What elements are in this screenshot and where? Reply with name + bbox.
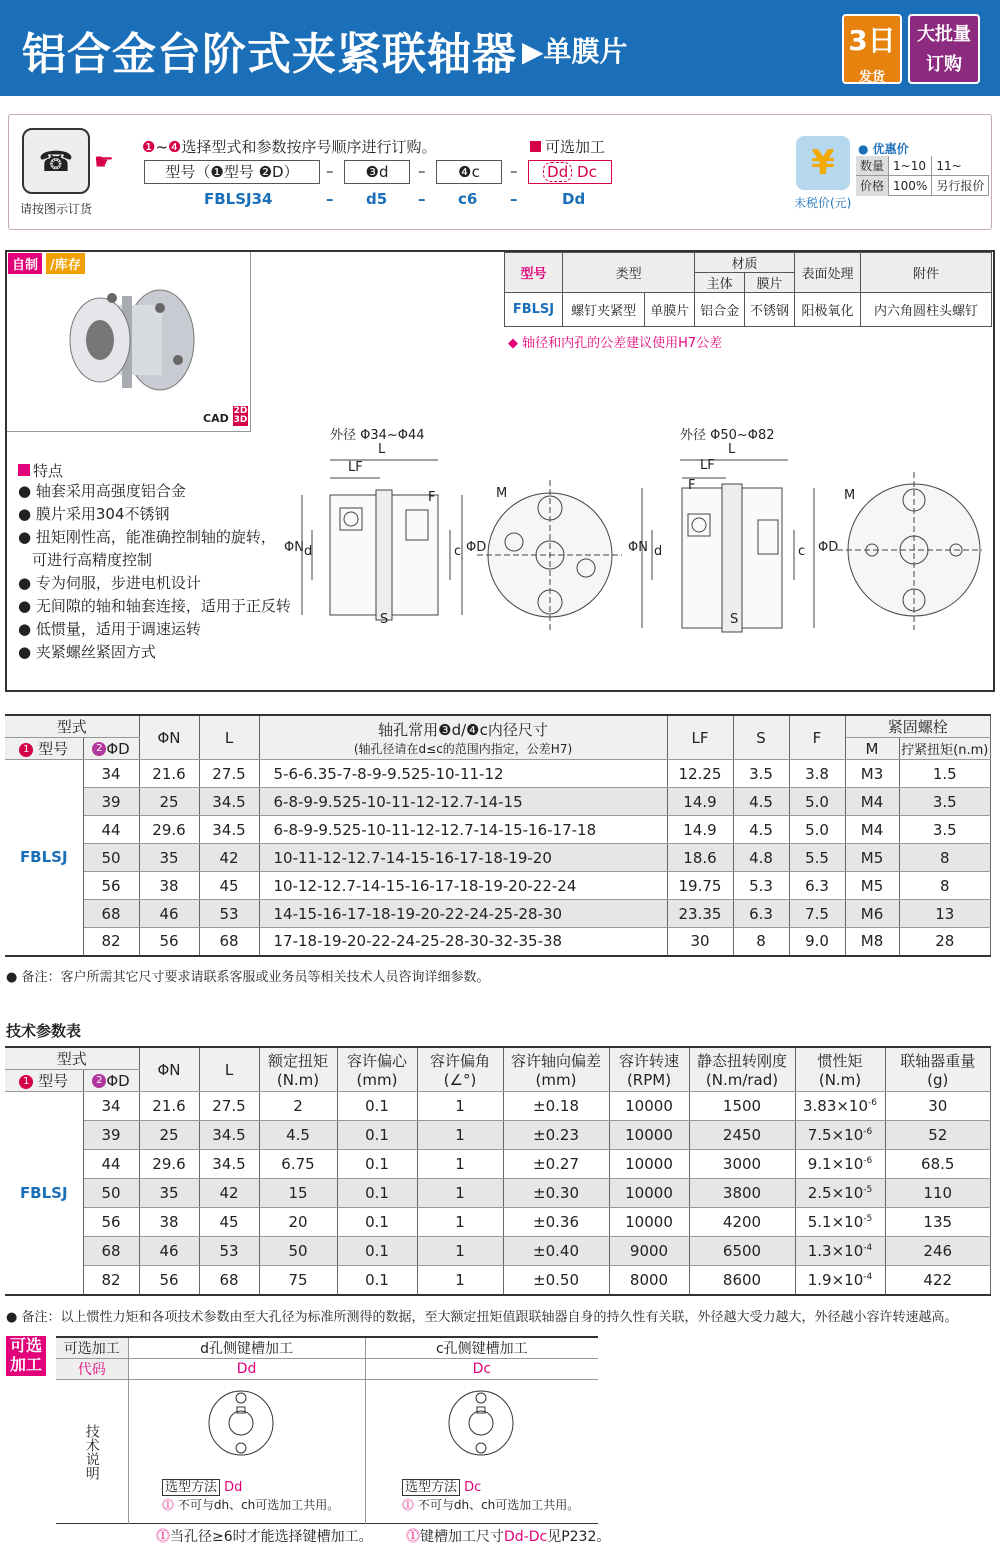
table-cell: 12.25 bbox=[667, 760, 733, 788]
table-cell: 34.5 bbox=[199, 1121, 259, 1150]
coupling-photo bbox=[60, 280, 200, 410]
tech-table: 型式 ΦN L 额定扭矩 (N.m) 容许偏心 (mm) 容许偏角 (∠°) 容许轴向偏差 (mm) 容许转速 (RPM) 静态扭转刚度 (N.m/rad) 惯性矩 (N.m) 联轴器重量 (g) 1 型号 2 ΦD FBLSJ 34 21.6 27.5 2 0.1 1 ±0.18 10000 1500 $3.83\times 10^{-6}$ 30 39 25 34.5 4.5 0.1 1 ±0.23 10000 2450 $7.5\times 10^{-6}$ 52 44 29.6 34.5 6.75 0.1 1 ±0.27 10000 3000 $9.1\times 10^{-6}$ 68.5 50 35 42 15 0.1 1 ±0.30 10000 3800 $2.5\times 10^{-5}$ 110 56 38 45 20 0.1 1 ±0.36 10000 4200 $5.1\times 10^{-5}$ 135 68 46 53 50 0.1 1 ±0.40 9000 6500 $1.3\times 10^{-4}$ 246 82 56 68 75 0.1 1 ±0.50 8000 8600 $1.9\times 10^{-4}$ 422 bbox=[5, 1046, 991, 1296]
table-cell: 53 bbox=[199, 1237, 259, 1266]
yen-icon: ¥ bbox=[796, 136, 850, 190]
table-cell: 110 bbox=[885, 1179, 991, 1208]
dim-N-left: ΦN bbox=[284, 540, 304, 555]
dash: – bbox=[418, 162, 426, 180]
table-cell: 46 bbox=[139, 1237, 199, 1266]
table-cell: 9000 bbox=[609, 1237, 689, 1266]
table-cell: 3.8 bbox=[789, 760, 845, 788]
dim-N-right: ΦN bbox=[628, 540, 648, 555]
table-cell: 4.8 bbox=[733, 844, 789, 872]
model-cell: FBLSJ bbox=[5, 760, 83, 956]
dim-L-right: L bbox=[728, 442, 736, 457]
table-cell: 21.6 bbox=[139, 760, 199, 788]
dash: – bbox=[326, 190, 334, 208]
keyway-d-diagram bbox=[206, 1388, 276, 1458]
table-cell: 6.3 bbox=[733, 900, 789, 928]
dash: – bbox=[326, 162, 334, 180]
table-cell: 42 bbox=[199, 1179, 259, 1208]
table-cell: 68 bbox=[199, 1266, 259, 1295]
dim-LF-right: LF bbox=[700, 458, 715, 473]
table-cell: M4 bbox=[845, 816, 899, 844]
discount-title: ● 优惠价 bbox=[858, 142, 909, 156]
table-cell: 68 bbox=[83, 1237, 139, 1266]
table-cell: 0.1 bbox=[337, 1266, 417, 1295]
table-cell: 35 bbox=[139, 844, 199, 872]
features-title: 特点 bbox=[18, 460, 63, 481]
table-cell: 8 bbox=[899, 844, 991, 872]
example-type: FBLSJ34 bbox=[204, 190, 273, 208]
table-cell: ±0.30 bbox=[503, 1179, 609, 1208]
table-cell: 3.5 bbox=[899, 788, 991, 816]
table-cell: 19.75 bbox=[667, 872, 733, 900]
table-cell: 30 bbox=[667, 928, 733, 956]
table-row bbox=[5, 1150, 991, 1179]
phone-24-icon: ☎ bbox=[22, 128, 90, 194]
table-cell: 39 bbox=[83, 1121, 139, 1150]
table-cell: 21.6 bbox=[139, 1092, 199, 1121]
footnote-1: ⓵当孔径≥6时才能选择键槽加工。 bbox=[156, 1529, 373, 1545]
table-cell: ±0.18 bbox=[503, 1092, 609, 1121]
three-day-badge: 3日 发货 bbox=[842, 14, 902, 84]
table-cell: 44 bbox=[83, 816, 139, 844]
inertia-cell: $5.1\times 10^{-5}$ bbox=[795, 1208, 885, 1237]
table-cell: 56 bbox=[83, 872, 139, 900]
keyway-c-diagram bbox=[446, 1388, 516, 1458]
table-cell: 4.5 bbox=[259, 1121, 337, 1150]
table-cell: 56 bbox=[139, 928, 199, 956]
table-cell: ±0.40 bbox=[503, 1237, 609, 1266]
table-row bbox=[5, 760, 991, 788]
table-cell: 50 bbox=[83, 1179, 139, 1208]
dim-M-left: M bbox=[496, 486, 508, 501]
table-cell: 28 bbox=[899, 928, 991, 956]
field-type: 型号（❶型号 ❷D） bbox=[144, 160, 320, 184]
table-cell: 8600 bbox=[689, 1266, 795, 1295]
dim-LF-left: LF bbox=[348, 460, 363, 475]
example-c: c6 bbox=[458, 190, 478, 208]
dim-M-right: M bbox=[844, 488, 856, 503]
dim-S-right: S bbox=[730, 612, 739, 627]
inertia-cell: $7.5\times 10^{-6}$ bbox=[795, 1121, 885, 1150]
optional-side-label: 可选 加工 bbox=[6, 1336, 46, 1376]
table-cell: 23.35 bbox=[667, 900, 733, 928]
table-cell: 1 bbox=[417, 1121, 503, 1150]
optional-label: 可选加工 bbox=[530, 136, 605, 157]
table-cell: 0.1 bbox=[337, 1092, 417, 1121]
table-cell: M6 bbox=[845, 900, 899, 928]
table-cell: 34.5 bbox=[199, 816, 259, 844]
table-cell: 30 bbox=[885, 1092, 991, 1121]
table-cell: 2 bbox=[259, 1092, 337, 1121]
footnote-2: ⓵键槽加工尺寸Dd-Dc见P232。 bbox=[406, 1529, 611, 1545]
table-cell: 10-11-12-12.7-14-15-16-17-18-19-20 bbox=[259, 844, 667, 872]
drawing-right-title: 外径 Φ50~Φ82 bbox=[680, 428, 775, 443]
table-cell: 53 bbox=[199, 900, 259, 928]
pointing-hand-icon: ☛ bbox=[94, 150, 114, 175]
field-d: ❸d bbox=[344, 160, 410, 184]
table-cell: 5-6-6.35-7-8-9-9.525-10-11-12 bbox=[259, 760, 667, 788]
table-cell: 6.75 bbox=[259, 1150, 337, 1179]
table-cell: 68 bbox=[199, 928, 259, 956]
table-cell: 3.5 bbox=[899, 816, 991, 844]
table-cell: M4 bbox=[845, 788, 899, 816]
table-cell: 5.3 bbox=[733, 872, 789, 900]
dim-c-right: c bbox=[798, 544, 806, 559]
table-row bbox=[5, 1179, 991, 1208]
selection-d-note: ⓵ 不可与dh、ch可选加工共用。 bbox=[162, 1498, 340, 1512]
inertia-cell: $9.1\times 10^{-6}$ bbox=[795, 1150, 885, 1179]
dim-d-left: d bbox=[304, 544, 313, 559]
table-cell: 4200 bbox=[689, 1208, 795, 1237]
table-cell: 68 bbox=[83, 900, 139, 928]
header-banner bbox=[0, 0, 1000, 96]
table1-note: ● 备注：客户所需其它尺寸要求请联系客服或业务员等相关技术人员咨询详细参数。 bbox=[6, 970, 490, 985]
table-cell: 14.9 bbox=[667, 816, 733, 844]
table-cell: 5.0 bbox=[789, 788, 845, 816]
table-cell: M8 bbox=[845, 928, 899, 956]
table-row bbox=[5, 1121, 991, 1150]
dim-D-right: ΦD bbox=[818, 540, 839, 555]
table-cell: 82 bbox=[83, 1266, 139, 1295]
table-cell: 1 bbox=[417, 1208, 503, 1237]
feature-item: ● 膜片采用304不锈钢 bbox=[18, 505, 170, 523]
table-cell: 0.1 bbox=[337, 1179, 417, 1208]
table-cell: 9.0 bbox=[789, 928, 845, 956]
discount-table: 数量 1~10 11~ 价格 100% 另行报价 bbox=[856, 156, 989, 196]
table-cell: 56 bbox=[83, 1208, 139, 1237]
table-cell: ±0.23 bbox=[503, 1121, 609, 1150]
table-cell: 1 bbox=[417, 1150, 503, 1179]
table-cell: 0.1 bbox=[337, 1121, 417, 1150]
table-cell: 20 bbox=[259, 1208, 337, 1237]
table-cell: 0.1 bbox=[337, 1150, 417, 1179]
order-instruction: ❶~❹选择型式和参数按序号顺序进行订购。 bbox=[142, 138, 437, 156]
table-cell: 0.1 bbox=[337, 1237, 417, 1266]
table-row bbox=[5, 788, 991, 816]
table-cell: 68.5 bbox=[885, 1150, 991, 1179]
table-cell: 4.5 bbox=[733, 816, 789, 844]
table-cell: ±0.27 bbox=[503, 1150, 609, 1179]
dimension-table: 型式 ΦN L 轴孔常用❸d/❹c内径尺寸 (轴孔径请在d≤c的范围内指定，公差H7) LF S F 紧固螺栓 1 型号 2 ΦD M 拧紧扭矩(n.m) FBLSJ 34 21.6 27.5 5-6-6.35-7-8-9-9.525-10-11-12 12.25 3.5 3.8 M3 1.5 39 25 34.5 6-8-9-9.525-10-11-12-12.7-14-15 14.9 4.5 5.0 M4 3.5 44 29.6 34.5 6-8-9-9.525-10-11-12-12.7-14-15-16-17-18 14.9 4.5 5.0 M4 3.5 50 35 42 10-11-12-12.7-14-15-16-17-18-19-20 18.6 4.8 5.5 M5 8 56 38 45 10-12-12.7-14-15-16-17-18-19-20-22-24 19.75 5.3 6.3 M5 8 68 46 53 14-15-16-17-18-19-20-22-24-25-28-30 23.35 6.3 7.5 M6 13 82 56 68 17-18-19-20-22-24-25-28-30-32-35-38 30 8 9.0 M8 28 bbox=[5, 714, 991, 957]
table-cell: ±0.36 bbox=[503, 1208, 609, 1237]
table-cell: 6-8-9-9.525-10-11-12-12.7-14-15 bbox=[259, 788, 667, 816]
table-cell: 52 bbox=[885, 1121, 991, 1150]
page-subtitle: ▶单膜片 bbox=[522, 35, 628, 68]
table-cell: 3800 bbox=[689, 1179, 795, 1208]
table-cell: 422 bbox=[885, 1266, 991, 1295]
spec-table: 型号 类型 材质 表面处理 附件 主体 膜片 FBLSJ 螺钉夹紧型 单膜片 铝合金 不锈钢 阳极氧化 内六角圆柱头螺钉 bbox=[504, 252, 992, 327]
tag-selfmade: 自制 bbox=[8, 253, 42, 274]
dim-F-left: F bbox=[428, 490, 436, 505]
table-cell: 14.9 bbox=[667, 788, 733, 816]
table-cell: 6500 bbox=[689, 1237, 795, 1266]
table-cell: 38 bbox=[139, 1208, 199, 1237]
tolerance-note: ◆ 轴径和内孔的公差建议使用H7公差 bbox=[508, 336, 723, 351]
table-cell: 1 bbox=[417, 1237, 503, 1266]
selection-c-note: ⓵ 不可与dh、ch可选加工共用。 bbox=[402, 1498, 580, 1512]
table-cell: 44 bbox=[83, 1150, 139, 1179]
cad-icon[interactable]: CAD 2D 3D bbox=[203, 406, 248, 425]
feature-item: ● 夹紧螺丝紧固方式 bbox=[18, 643, 156, 661]
table-cell: 8000 bbox=[609, 1266, 689, 1295]
feature-item: ● 专为伺服，步进电机设计 bbox=[18, 574, 201, 592]
price-note: 未税价(元) bbox=[794, 196, 852, 210]
table-cell: 1 bbox=[417, 1179, 503, 1208]
feature-item: ● 无间隙的轴和轴套连接，适用于正反转 bbox=[18, 597, 291, 615]
tag-stock: /库存 bbox=[46, 253, 85, 274]
table-cell: 27.5 bbox=[199, 760, 259, 788]
table-cell: M3 bbox=[845, 760, 899, 788]
table-cell: 3000 bbox=[689, 1150, 795, 1179]
table-row bbox=[5, 1092, 991, 1121]
table-cell: 1 bbox=[417, 1266, 503, 1295]
table-cell: 46 bbox=[139, 900, 199, 928]
table-row bbox=[5, 1266, 991, 1295]
table-cell: M5 bbox=[845, 844, 899, 872]
example-d: d5 bbox=[366, 190, 388, 208]
feature-item: 可进行高精度控制 bbox=[32, 551, 153, 569]
dim-S-left: S bbox=[380, 612, 389, 627]
table-row bbox=[5, 928, 991, 956]
tech-table-title: 技术参数表 bbox=[6, 1022, 82, 1040]
table-cell: 34.5 bbox=[199, 1150, 259, 1179]
dash: – bbox=[510, 190, 518, 208]
inertia-cell: $3.83\times 10^{-6}$ bbox=[795, 1092, 885, 1121]
table-cell: 2450 bbox=[689, 1121, 795, 1150]
example-opt: Dd bbox=[562, 190, 586, 208]
drawing-left-title: 外径 Φ34~Φ44 bbox=[330, 428, 425, 443]
inertia-cell: $1.3\times 10^{-4}$ bbox=[795, 1237, 885, 1266]
table-row bbox=[5, 816, 991, 844]
table-cell: 34 bbox=[83, 760, 139, 788]
table-cell: 8 bbox=[899, 872, 991, 900]
table-cell: 5.0 bbox=[789, 816, 845, 844]
table-cell: 4.5 bbox=[733, 788, 789, 816]
table-cell: 27.5 bbox=[199, 1092, 259, 1121]
table-cell: 10000 bbox=[609, 1092, 689, 1121]
table-cell: 50 bbox=[259, 1237, 337, 1266]
model-cell: FBLSJ bbox=[5, 1092, 83, 1295]
table-cell: 15 bbox=[259, 1179, 337, 1208]
feature-item: ● 扭矩刚性高，能准确控制轴的旋转， bbox=[18, 528, 276, 546]
optional-table: 可选加工 d孔侧键槽加工 c孔侧键槽加工 代码 Dd Dc 技术说明 bbox=[56, 1336, 598, 1524]
table-cell: 10000 bbox=[609, 1179, 689, 1208]
table-cell: 135 bbox=[885, 1208, 991, 1237]
table-cell: 35 bbox=[139, 1179, 199, 1208]
table-cell: 34 bbox=[83, 1092, 139, 1121]
dash: – bbox=[418, 190, 426, 208]
table-cell: 25 bbox=[139, 1121, 199, 1150]
table2-note: ● 备注：以上惯性力矩和各项技术参数由至大孔径为标准所测得的数据，至大额定扭矩值跟联轴器自身的持久性有关联，外径越大受力越大，外径越小容许转速越高。 bbox=[6, 1310, 958, 1325]
table-cell: 10000 bbox=[609, 1208, 689, 1237]
table-cell: 17-18-19-20-22-24-25-28-30-32-35-38 bbox=[259, 928, 667, 956]
table-cell: 29.6 bbox=[139, 1150, 199, 1179]
table-cell: 25 bbox=[139, 788, 199, 816]
field-c: ❹c bbox=[436, 160, 502, 184]
table-cell: 14-15-16-17-18-19-20-22-24-25-28-30 bbox=[259, 900, 667, 928]
inertia-cell: $2.5\times 10^{-5}$ bbox=[795, 1179, 885, 1208]
table-cell: 10000 bbox=[609, 1121, 689, 1150]
table-cell: 45 bbox=[199, 872, 259, 900]
table-cell: 10-12-12.7-14-15-16-17-18-19-20-22-24 bbox=[259, 872, 667, 900]
features-list bbox=[18, 480, 291, 664]
dim-F-right: F bbox=[688, 478, 696, 493]
table-row bbox=[5, 1237, 991, 1266]
dash: – bbox=[510, 162, 518, 180]
page-title: 铝合金台阶式夹紧联轴器 bbox=[22, 29, 517, 80]
table-cell: 34.5 bbox=[199, 788, 259, 816]
table-cell: 6-8-9-9.525-10-11-12-12.7-14-15-16-17-18 bbox=[259, 816, 667, 844]
table-cell: 0.1 bbox=[337, 1208, 417, 1237]
table-cell: 3.5 bbox=[733, 760, 789, 788]
table-cell: 50 bbox=[83, 844, 139, 872]
dim-D-left: ΦD bbox=[466, 540, 487, 555]
table-cell: 29.6 bbox=[139, 816, 199, 844]
table-cell: 42 bbox=[199, 844, 259, 872]
table-cell: 8 bbox=[733, 928, 789, 956]
selection-c: 选型方法 Dc bbox=[402, 1476, 481, 1495]
table-cell: 39 bbox=[83, 788, 139, 816]
table-cell: 6.3 bbox=[789, 872, 845, 900]
table-cell: 75 bbox=[259, 1266, 337, 1295]
field-optional: Dd Dc bbox=[528, 160, 612, 184]
table-cell: ±0.50 bbox=[503, 1266, 609, 1295]
table-cell: 10000 bbox=[609, 1150, 689, 1179]
table-row bbox=[5, 1208, 991, 1237]
selection-d: 选型方法 Dd bbox=[162, 1476, 242, 1495]
table-cell: 13 bbox=[899, 900, 991, 928]
table-cell: 1.5 bbox=[899, 760, 991, 788]
bulk-order-badge: 大批量 订购 bbox=[908, 14, 980, 84]
table-cell: M5 bbox=[845, 872, 899, 900]
table-cell: 56 bbox=[139, 1266, 199, 1295]
dim-L-left: L bbox=[378, 442, 386, 457]
table-cell: 18.6 bbox=[667, 844, 733, 872]
table-cell: 5.5 bbox=[789, 844, 845, 872]
dim-c-left: c bbox=[454, 544, 462, 559]
table-cell: 246 bbox=[885, 1237, 991, 1266]
table-row bbox=[5, 900, 991, 928]
table-cell: 82 bbox=[83, 928, 139, 956]
table-cell: 1 bbox=[417, 1092, 503, 1121]
inertia-cell: $1.9\times 10^{-4}$ bbox=[795, 1266, 885, 1295]
table-row bbox=[5, 844, 991, 872]
phone-caption: 请按图示订货 bbox=[20, 202, 93, 216]
table-row bbox=[5, 872, 991, 900]
table-cell: 7.5 bbox=[789, 900, 845, 928]
feature-item: ● 低惯量，适用于调速运转 bbox=[18, 620, 201, 638]
table-cell: 38 bbox=[139, 872, 199, 900]
table-cell: 1500 bbox=[689, 1092, 795, 1121]
table-cell: 45 bbox=[199, 1208, 259, 1237]
dim-d-right: d bbox=[654, 544, 663, 559]
feature-item: ● 轴套采用高强度铝合金 bbox=[18, 482, 186, 500]
